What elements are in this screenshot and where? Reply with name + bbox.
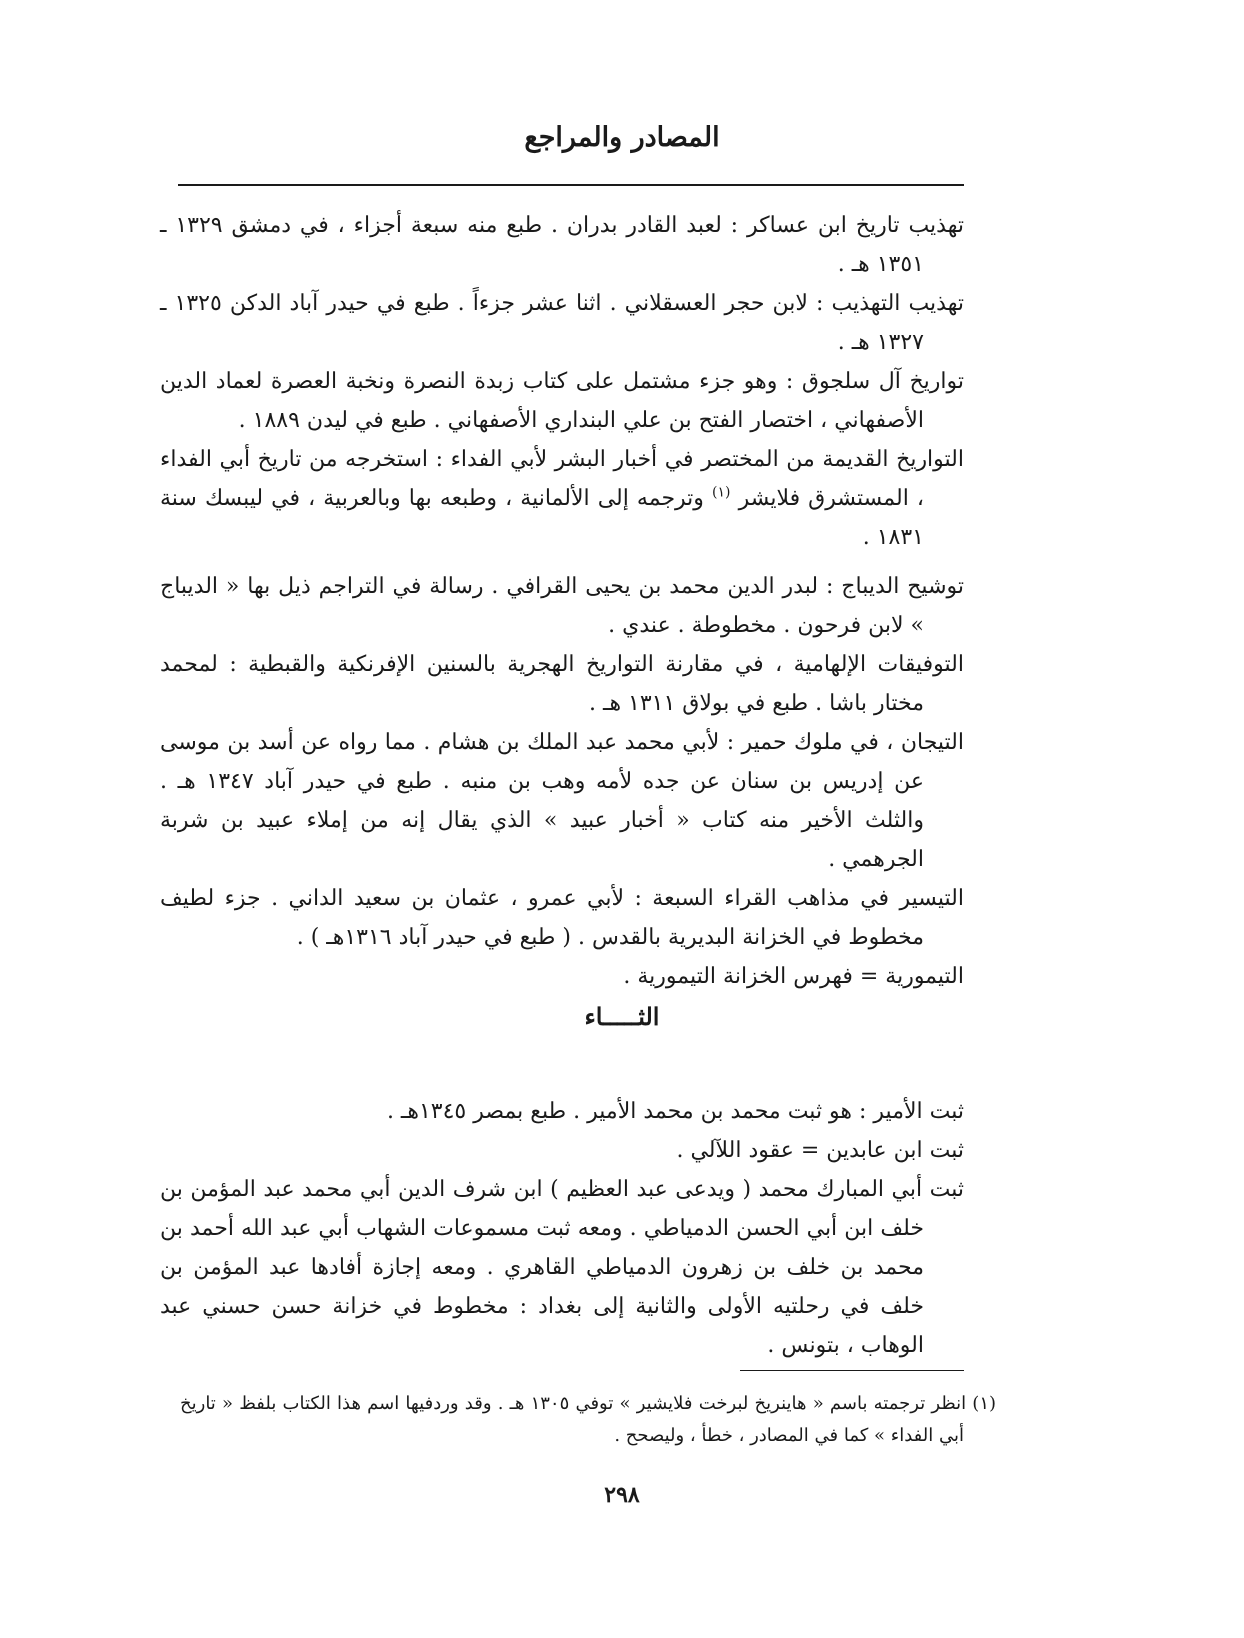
entry-thabat-abi-al-mubarak: ثبت أبي المبارك محمد ( ويدعى عبد العظيم ) ابن شرف الدين أبي محمد عبد المؤمن بن خلف ابن أبي الحسن الدمياطي . ومعه ثبت مسموعات الشهاب أبي عبد الله أحمد بن محمد بن خلف بن زهرون الدمياطي القاهري . ومعه إجازة أفادها عبد المؤمن بن خلف في رحلتيه الأولى والثانية إلى بغداد : مخطوط في خزانة حسن حسني عبد الوهاب ، بتونس . xyxy=(160,1177,964,1358)
page-header-title: المصادر والمراجع xyxy=(524,122,720,153)
page-number: ٢٩٨ xyxy=(604,1482,640,1508)
entry-tawarikh-qadima xyxy=(160,440,964,557)
entry-tawarikh-qadima-text: التواريخ القديمة من المختصر في أخبار البشر لأبي الفداء : استخرجه من تاريخ أبي الفداء ، المستشرق فلايشر xyxy=(160,447,964,511)
entry-thabat-al-amir: ثبت الأمير : هو ثبت محمد بن محمد الأمير . طبع بمصر ١٣٤٥هـ . xyxy=(386,1099,964,1124)
entry-tahdhib-al-tahdhib: تهذيب التهذيب : لابن حجر العسقلاني . اثنا عشر جزءاً . طبع في حيدر آباد الدكن ١٣٢٥ ـ ١٣٢٧ هـ . xyxy=(160,291,964,355)
entry-al-taymuriya: التيمورية = فهرس الخزانة التيمورية . xyxy=(623,964,964,989)
entries-list-ta xyxy=(160,206,964,996)
footnote-rule xyxy=(740,1370,964,1371)
entry-tawarikh-al-saljuq: تواريخ آل سلجوق : وهو جزء مشتمل على كتاب زبدة النصرة ونخبة العصرة لعماد الدين الأصفهاني ، اختصار الفتح بن علي البنداري الأصفهاني . طبع في ليدن ١٨٨٩ . xyxy=(160,369,964,433)
entry-tawshih-al-dibaj: توشيح الديباج : لبدر الدين محمد بن يحيى القرافي . رسالة في التراجم ذيل بها « الديباج » لابن فرحون . مخطوطة . عندي . xyxy=(160,574,964,638)
section-heading-tha: الثـــــاء xyxy=(584,1002,660,1031)
entry-tawarikh-qadima-tail: وترجمه إلى الألمانية ، وطبعه بها وبالعربية ، في ليبسك سنة ١٨٣١ . xyxy=(160,486,924,550)
entries-list-tha xyxy=(160,1092,964,1365)
entry-al-tijan: التيجان ، في ملوك حمير : لأبي محمد عبد الملك بن هشام . مما رواه عن أسد بن موسى عن إدريس بن سنان عن جده لأمه وهب بن منبه . طبع في حيدر آباد ١٣٤٧ هـ . والثلث الأخير منه كتاب « أخبار عبيد » الذي يقال إنه من إملاء عبيد بن شربة الجرهمي . xyxy=(160,730,964,872)
entry-al-taysir: التيسير في مذاهب القراء السبعة : لأبي عمرو ، عثمان بن سعيد الداني . جزء لطيف مخطوط في الخزانة البديرية بالقدس . ( طبع في حيدر آباد ١٣١٦هـ ) . xyxy=(160,886,964,950)
entry-tawfiqat-ilhamiya: التوفيقات الإلهامية ، في مقارنة التواريخ الهجرية بالسنين الإفرنكية والقبطية : لمحمد مختار باشا . طبع في بولاق ١٣١١ هـ . xyxy=(160,652,964,716)
entry-tahdhib-tarikh-ibn-asakir: تهذيب تاريخ ابن عساكر : لعبد القادر بدران . طبع منه سبعة أجزاء ، في دمشق ١٣٢٩ ـ ١٣٥١ هـ . xyxy=(160,213,964,277)
header-rule xyxy=(178,184,964,186)
entry-thabat-ibn-abidin: ثبت ابن عابدين = عقود اللآلي . xyxy=(676,1138,964,1163)
footnote-reference: (١) xyxy=(712,484,731,501)
footnote-text: (١) انظر ترجمته باسم « هاينريخ لبرخت فلايشير » توفي ١٣٠٥ هـ . وقد وردفيها اسم هذا الكتاب بلفظ « تاريخ أبي الفداء » كما في المصادر ، خطأ ، وليصحح . xyxy=(180,1393,997,1446)
